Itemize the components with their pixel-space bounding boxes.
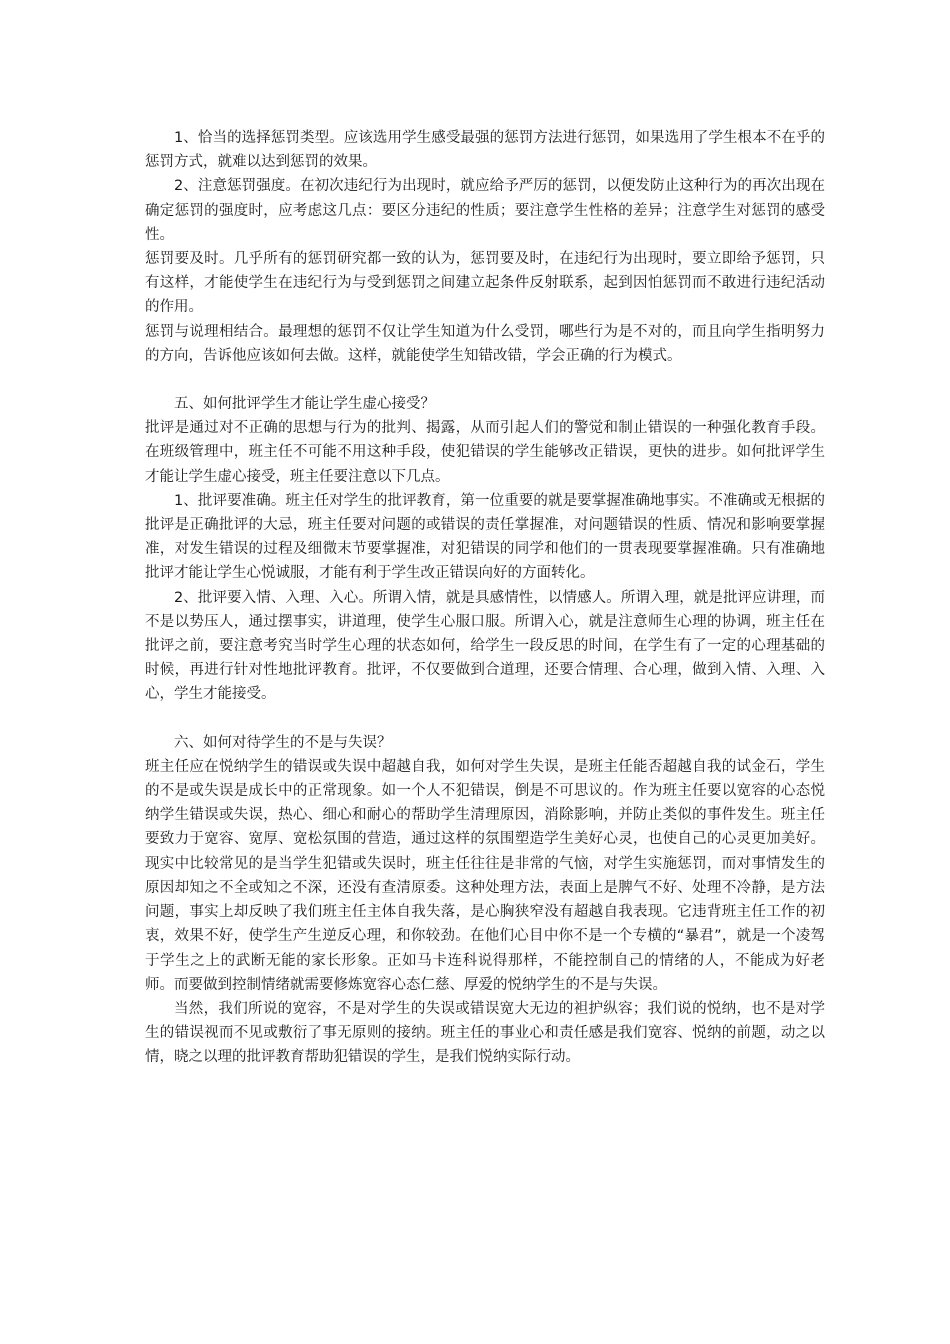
paragraph-criticism-intro: 批评是通过对不正确的思想与行为的批判、揭露，从而引起人们的警觉和制止错误的一种强化教育手段。在班级管理中，班主任不可能不用这种手段，使犯错误的学生能够改正错误，更快的进步。如何批评学生才能让学生虚心接受，班主任要注意以下几点。 — [145, 420, 825, 485]
paragraph-mistakes-body: 班主任应在悦纳学生的错误或失误中超越自我，如何对学生失误，是班主任能否超越自我的试金石，学生的不是或失误是成长中的正常现象。如一个人不犯错误，倒是不可思议的。作为班主任要以宽容的心态悦纳学生错误或失误，热心、细心和耐心的帮助学生清理原因，消除影响，并防止类似的事件发生。班主任要致力于宽容、宽厚、宽松氛围的营造，通过这样的氛围塑造学生美好心灵，也使自己的心灵更加美好。现实中比较常见的是当学生犯错或失误时，班主任往往是非常的气恼，对学生实施惩罚，而对事情发生的原因却知之不全或知之不深，还没有查清原委。这种处理方法，表面上是脾气不好、处理不冷静，是方法问题，事实上却反映了我们班主任主体自我失落，是心胸狭窄没有超越自我表现。它违背班主任工作的初衷，效果不好，使学生产生逆反心理，和你较劲。在他们心目中你不是一个专横的“暴君”，就是一个凌驾于学生之上的武断无能的家长形象。正如马卡连科说得那样，不能控制自己的情绪的人，不能成为好老师。而要做到控制情绪就需要修炼宽容心态仁慈、厚爱的悦纳学生的不是与失误。 — [145, 758, 825, 993]
paragraph-punishment-type: 1、恰当的选择惩罚类型。应该选用学生感受最强的惩罚方法进行惩罚，如果选用了学生根本不在乎的惩罚方式，就难以达到惩罚的效果。 — [145, 130, 825, 171]
document-body — [145, 126, 825, 1070]
paragraph-punishment-intensity: 2、注意惩罚强度。在初次违纪行为出现时，就应给予严厉的惩罚，以便发防止这种行为的再次出现在确定惩罚的强度时，应考虑这几点：要区分违纪的性质；要注意学生性格的差异；注意学生对惩罚的感受性。 — [145, 178, 825, 243]
section-heading-five: 五、如何批评学生才能让学生虚心接受？ — [174, 396, 435, 413]
section-heading-six: 六、如何对待学生的不是与失误？ — [174, 734, 392, 751]
paragraph-tolerance: 当然，我们所说的宽容，不是对学生的失误或错误宽大无边的袒护纵容；我们说的悦纳，也不是对学生的错误视而不见或敷衍了事无原则的接纳。班主任的事业心和责任感是我们宽容、悦纳的前题，动之以情，晓之以理的批评教育帮助犯错误的学生，是我们悦纳实际行动。 — [145, 1000, 825, 1066]
paragraph-criticism-heart: 2、批评要入情、入理、入心。所谓入情，就是具感情性，以情感人。所谓入理，就是批评应讲理，而不是以势压人，通过摆事实，讲道理，使学生心服口服。所谓入心，就是注意师生心理的协调，班主任在批评之前，要注意考究当时学生心理的状态如何，给学生一段反思的时间，在学生有了一定的心理基础的时候，再进行针对性地批评教育。批评，不仅要做到合道理，还要合情理、合心理，做到入情、入理、入心，学生才能接受。 — [145, 589, 825, 703]
paragraph-criticism-accurate: 1、批评要准确。班主任对学生的批评教育，第一位重要的就是要掌握准确地事实。不准确或无根据的批评是正确批评的大忌，班主任要对问题的或错误的责任掌握准，对问题错误的性质、情况和影响要掌握准，对发生错误的过程及细微末节要掌握准，对犯错误的同学和他们的一贯表现要掌握准确。只有准确地批评才能让学生心悦诚服，才能有利于学生改正错误向好的方面转化。 — [145, 492, 825, 582]
paragraph-punishment-timely: 惩罚要及时。几乎所有的惩罚研究都一致的认为，惩罚要及时，在违纪行为出现时，要立即给予惩罚，只有这样，才能使学生在违纪行为与受到惩罚之间建立起条件反射联系，起到因怕惩罚而不敢进行违纪活动的作用。 — [145, 251, 825, 316]
paragraph-punishment-reasoning: 惩罚与说理相结合。最理想的惩罚不仅让学生知道为什么受罚，哪些行为是不对的，而且向学生指明努力的方向，告诉他应该如何去做。这样，就能使学生知错改错，学会正确的行为模式。 — [145, 323, 825, 364]
